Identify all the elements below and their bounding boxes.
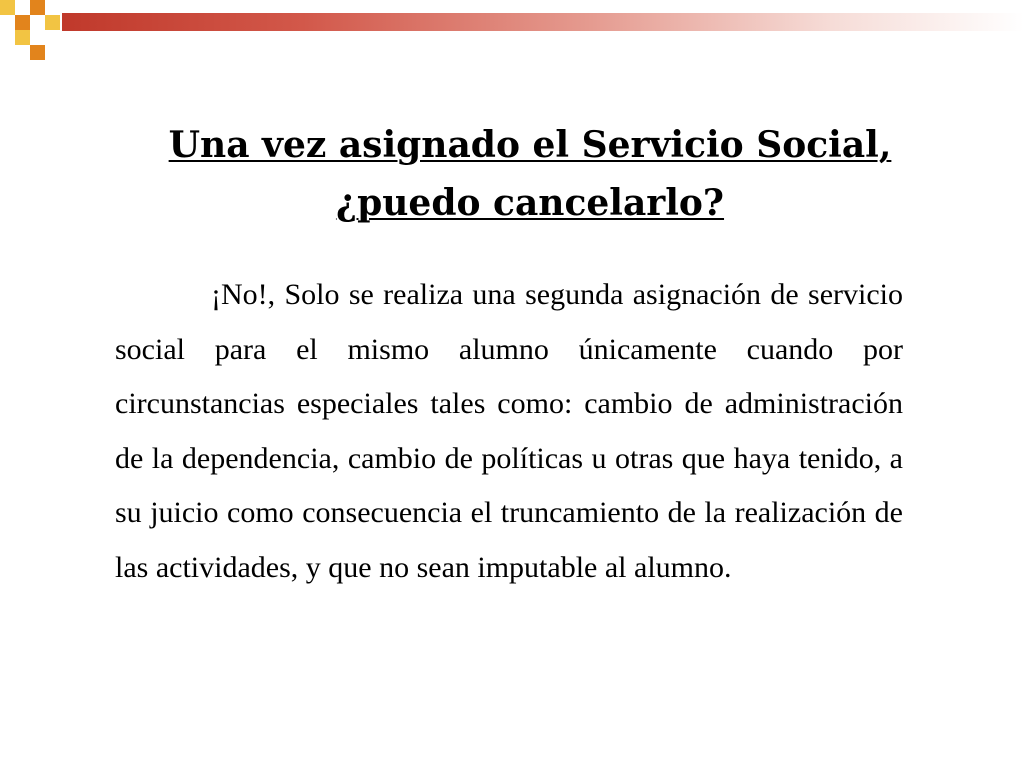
deco-square <box>15 30 30 45</box>
deco-square <box>15 15 30 30</box>
decorative-squares <box>0 0 80 64</box>
deco-square <box>30 45 45 60</box>
slide-title <box>150 116 910 232</box>
deco-square <box>0 0 15 15</box>
title-line-1: Una vez asignado el Servicio Social, <box>168 124 892 167</box>
decorative-gradient-bar <box>62 13 1024 31</box>
body-paragraph: ¡No!, Solo se realiza una segunda asignación de servicio social para el mismo alumno únicamente cuando por circunstancias especiales tales como: cambio de administración de la dependencia, cambio de políticas u otras que haya tenido, a su juicio como consecuencia el truncamiento de la realización de las actividades, y que no sean imputable al alumno. <box>115 278 903 584</box>
deco-square <box>30 0 45 15</box>
title-line-2: ¿puedo cancelarlo? <box>335 182 725 225</box>
deco-square <box>45 15 60 30</box>
